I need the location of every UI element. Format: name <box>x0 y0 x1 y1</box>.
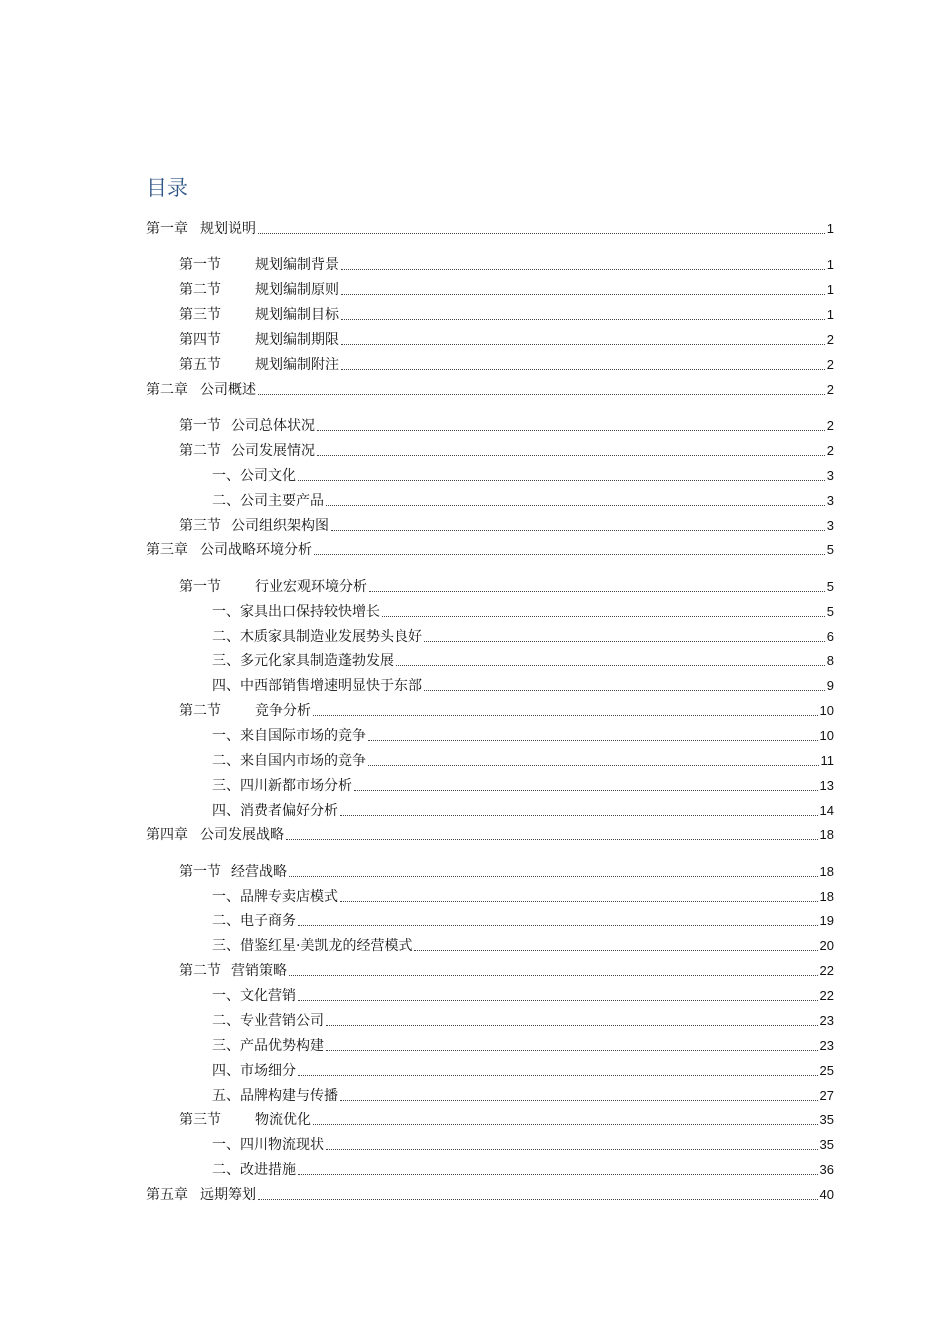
toc-entry-text: 二、来自国内市场的竞争 <box>212 753 366 769</box>
toc-entry-text: 经营战略 <box>231 864 287 880</box>
toc-entry-section[interactable] <box>179 255 834 275</box>
toc-entry-text: 公司发展战略 <box>200 827 284 843</box>
toc-entry-page: 23 <box>819 1038 834 1053</box>
toc-entry-chapter[interactable] <box>146 825 834 845</box>
dot-leader <box>424 690 825 691</box>
dot-leader <box>298 1000 818 1001</box>
dot-leader <box>326 1050 818 1051</box>
toc-entry-label: 第二章 <box>146 382 188 398</box>
toc-entry-page: 11 <box>820 753 834 768</box>
toc-entry-page: 2 <box>826 332 834 347</box>
toc-entry-label: 第三节 <box>179 1112 221 1128</box>
toc-entry-text: 五、品牌构建与传播 <box>212 1088 338 1104</box>
toc-entry-item[interactable] <box>212 911 834 931</box>
toc-entry-label: 第二节 <box>179 963 221 979</box>
toc-entry-text: 一、文化营销 <box>212 988 296 1004</box>
toc-entry-chapter[interactable] <box>146 1185 834 1205</box>
toc-entry-label: 第一节 <box>179 257 221 273</box>
toc-entry-text: 规划编制原则 <box>255 282 339 298</box>
toc-entry-item[interactable] <box>212 602 834 622</box>
toc-entry-label: 第五节 <box>179 357 221 373</box>
toc-entry-label: 第一节 <box>179 418 221 434</box>
toc-entry-section[interactable] <box>179 961 834 981</box>
dot-leader <box>369 591 825 592</box>
toc-entry-text: 规划编制期限 <box>255 332 339 348</box>
toc-entry-page: 36 <box>819 1162 834 1177</box>
toc-entry-item[interactable] <box>212 1086 834 1106</box>
toc-entry-page: 5 <box>826 579 834 594</box>
toc-entry-item[interactable] <box>212 887 834 907</box>
toc-entry-item[interactable] <box>212 1135 834 1155</box>
dot-leader <box>289 975 818 976</box>
toc-entry-text: 规划说明 <box>200 221 256 237</box>
toc-entry-page: 2 <box>826 382 834 397</box>
toc-entry-text: 三、四川新都市场分析 <box>212 778 352 794</box>
dot-leader <box>368 765 819 766</box>
toc-entry-item[interactable] <box>212 627 834 647</box>
toc-entry-section[interactable] <box>179 577 834 597</box>
toc-entry-section[interactable] <box>179 441 834 461</box>
toc-entry-page: 3 <box>826 518 834 533</box>
toc-entry-text: 二、专业营销公司 <box>212 1013 324 1029</box>
toc-entry-label: 第三章 <box>146 542 188 558</box>
toc-entry-page: 20 <box>819 938 834 953</box>
dot-leader <box>396 665 825 666</box>
toc-entry-text: 二、电子商务 <box>212 913 296 929</box>
toc-entry-text: 行业宏观环境分析 <box>255 579 367 595</box>
dot-leader <box>341 269 825 270</box>
toc-entry-page: 3 <box>826 493 834 508</box>
toc-entry-section[interactable] <box>179 355 834 375</box>
toc-entry-text: 一、四川物流现状 <box>212 1137 324 1153</box>
toc-entry-page: 2 <box>826 357 834 372</box>
toc-entry-section[interactable] <box>179 280 834 300</box>
toc-entry-item[interactable] <box>212 1011 834 1031</box>
dot-leader <box>317 455 825 456</box>
toc-entry-text: 四、市场细分 <box>212 1063 296 1079</box>
dot-leader <box>326 505 825 506</box>
toc-entry-section[interactable] <box>179 701 834 721</box>
toc-entry-section[interactable] <box>179 330 834 350</box>
dot-leader <box>313 715 818 716</box>
toc-entry-page: 1 <box>826 221 834 236</box>
toc-entry-text: 一、品牌专卖店模式 <box>212 889 338 905</box>
dot-leader <box>354 790 818 791</box>
toc-entry-text: 一、家具出口保持较快增长 <box>212 604 380 620</box>
dot-leader <box>368 740 818 741</box>
toc-entry-text: 规划编制背景 <box>255 257 339 273</box>
toc-entry-label: 第四节 <box>179 332 221 348</box>
dot-leader <box>326 1025 818 1026</box>
toc-entry-label: 第五章 <box>146 1187 188 1203</box>
toc-entry-section[interactable] <box>179 862 834 882</box>
toc-entry-section[interactable] <box>179 1110 834 1130</box>
toc-entry-text: 三、产品优势构建 <box>212 1038 324 1054</box>
toc-entry-text: 竞争分析 <box>255 703 311 719</box>
toc-entry-text: 四、中西部销售增速明显快于东部 <box>212 678 422 694</box>
dot-leader <box>314 554 825 555</box>
toc-entry-item[interactable] <box>212 466 834 486</box>
dot-leader <box>289 876 818 877</box>
toc-entry-page: 5 <box>826 542 834 557</box>
dot-leader <box>258 1199 818 1200</box>
dot-leader <box>414 950 817 951</box>
toc-entry-text: 公司发展情况 <box>231 443 315 459</box>
toc-entry-section[interactable] <box>179 305 834 325</box>
toc-entry-page: 1 <box>826 282 834 297</box>
dot-leader <box>298 480 825 481</box>
toc-entry-item[interactable] <box>212 936 834 956</box>
dot-leader <box>341 369 825 370</box>
dot-leader <box>313 1124 818 1125</box>
toc-entry-label: 第四章 <box>146 827 188 843</box>
toc-entry-text: 一、来自国际市场的竞争 <box>212 728 366 744</box>
toc-entry-page: 6 <box>826 629 834 644</box>
toc-entry-label: 第二节 <box>179 703 221 719</box>
toc-entry-label: 第二节 <box>179 282 221 298</box>
toc-entry-item[interactable] <box>212 1061 834 1081</box>
dot-leader <box>298 925 818 926</box>
toc-entry-text: 规划编制目标 <box>255 307 339 323</box>
toc-entry-page: 35 <box>819 1112 834 1127</box>
toc-entry-text: 三、借鉴红星·美凯龙的经营模式 <box>212 938 413 954</box>
toc-entry-page: 10 <box>819 703 834 718</box>
toc-entry-text: 公司战略环境分析 <box>200 542 312 558</box>
toc-entry-item[interactable] <box>212 1160 834 1180</box>
toc-entry-item[interactable] <box>212 676 834 696</box>
toc-entry-page: 25 <box>819 1063 834 1078</box>
dot-leader <box>340 1100 818 1101</box>
toc-entry-page: 1 <box>826 257 834 272</box>
toc-entry-page: 13 <box>819 778 834 793</box>
dot-leader <box>286 839 818 840</box>
dot-leader <box>258 394 825 395</box>
toc-entry-page: 14 <box>819 803 834 818</box>
toc-entry-page: 2 <box>826 443 834 458</box>
toc-entry-chapter[interactable] <box>146 219 834 239</box>
dot-leader <box>331 530 825 531</box>
toc-entry-page: 23 <box>819 1013 834 1028</box>
toc-entry-text: 营销策略 <box>231 963 287 979</box>
dot-leader <box>424 641 825 642</box>
toc-entry-page: 19 <box>819 913 834 928</box>
toc-entry-label: 第二节 <box>179 443 221 459</box>
toc-entry-item[interactable] <box>212 801 834 821</box>
toc-entry-item[interactable] <box>212 491 834 511</box>
toc-entry-page: 2 <box>826 418 834 433</box>
toc-entry-page: 18 <box>819 889 834 904</box>
dot-leader <box>382 616 825 617</box>
toc-entry-page: 18 <box>819 864 834 879</box>
toc-entry-label: 第三节 <box>179 518 221 534</box>
toc-entry-page: 9 <box>826 678 834 693</box>
toc-entry-label: 第一节 <box>179 864 221 880</box>
toc-entry-page: 10 <box>819 728 834 743</box>
toc-entry-page: 40 <box>819 1187 834 1202</box>
toc-entry-page: 8 <box>826 653 834 668</box>
dot-leader <box>341 344 825 345</box>
dot-leader <box>326 1149 818 1150</box>
dot-leader <box>258 233 825 234</box>
toc-entry-item[interactable] <box>212 986 834 1006</box>
toc-entry-page: 18 <box>819 827 834 842</box>
toc-entry-item[interactable] <box>212 751 834 771</box>
toc-entry-page: 22 <box>819 988 834 1003</box>
toc-entry-label: 第一章 <box>146 221 188 237</box>
toc-entry-page: 1 <box>826 307 834 322</box>
toc-title: 目录 <box>146 176 188 200</box>
toc-entry-text: 四、消费者偏好分析 <box>212 803 338 819</box>
toc-entry-text: 物流优化 <box>255 1112 311 1128</box>
toc-entry-page: 22 <box>819 963 834 978</box>
toc-entry-page: 27 <box>819 1088 834 1103</box>
toc-entry-item[interactable] <box>212 651 834 671</box>
toc-entry-text: 一、公司文化 <box>212 468 296 484</box>
toc-entry-text: 公司组织架构图 <box>231 518 329 534</box>
toc-entry-page: 3 <box>826 468 834 483</box>
toc-entry-text: 二、公司主要产品 <box>212 493 324 509</box>
toc-entry-page: 35 <box>819 1137 834 1152</box>
toc-entry-page: 5 <box>826 604 834 619</box>
toc-entry-chapter[interactable] <box>146 540 834 560</box>
dot-leader <box>341 294 825 295</box>
toc-entry-section[interactable] <box>179 516 834 536</box>
dot-leader <box>340 901 818 902</box>
dot-leader <box>298 1075 818 1076</box>
toc-entry-chapter[interactable] <box>146 380 834 400</box>
toc-entry-label: 第一节 <box>179 579 221 595</box>
toc-entry-text: 二、改进措施 <box>212 1162 296 1178</box>
toc-entry-text: 公司概述 <box>200 382 256 398</box>
toc-entry-section[interactable] <box>179 416 834 436</box>
toc-entry-text: 三、多元化家具制造蓬勃发展 <box>212 653 394 669</box>
dot-leader <box>341 319 825 320</box>
toc-entry-text: 远期筹划 <box>200 1187 256 1203</box>
toc-entry-item[interactable] <box>212 1036 834 1056</box>
dot-leader <box>340 815 818 816</box>
toc-entry-item[interactable] <box>212 776 834 796</box>
dot-leader <box>317 430 825 431</box>
toc-entry-text: 规划编制附注 <box>255 357 339 373</box>
dot-leader <box>298 1174 818 1175</box>
toc-entry-text: 二、木质家具制造业发展势头良好 <box>212 629 422 645</box>
toc-entry-item[interactable] <box>212 726 834 746</box>
toc-entry-text: 公司总体状况 <box>231 418 315 434</box>
toc-entry-label: 第三节 <box>179 307 221 323</box>
